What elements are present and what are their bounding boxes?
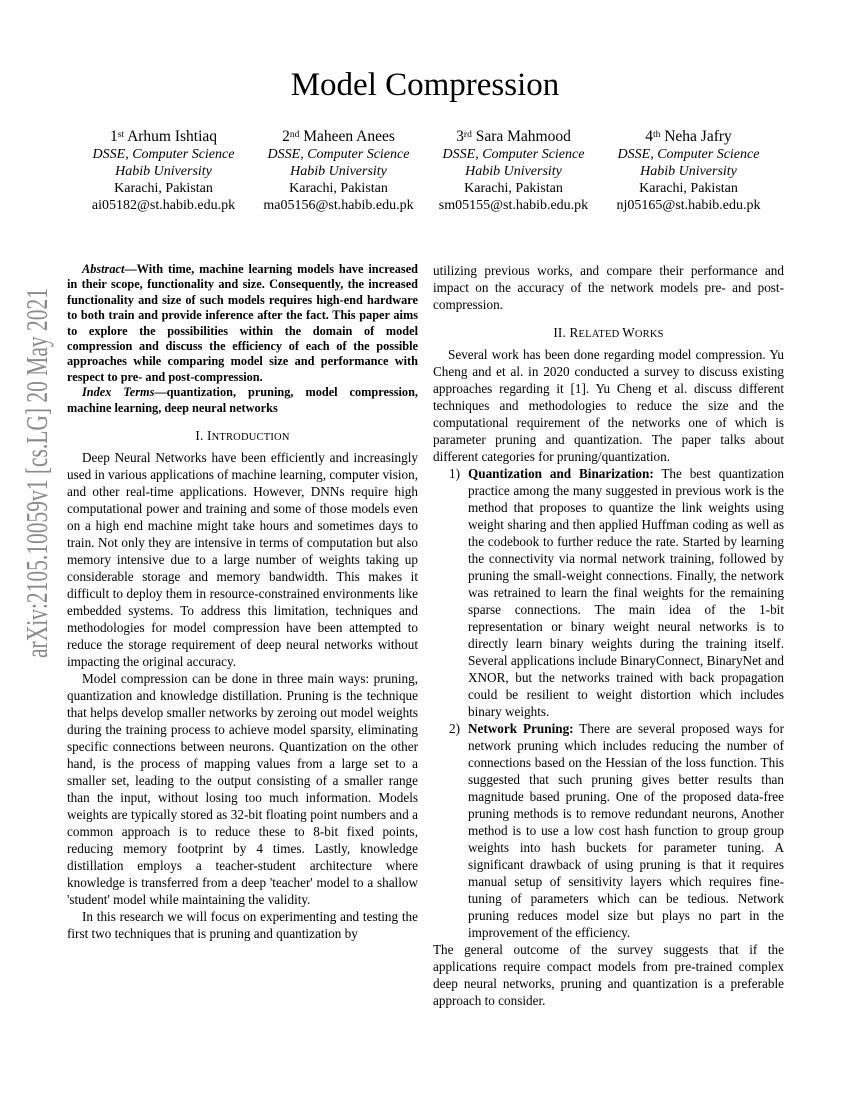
- index-terms: [67, 385, 418, 416]
- author-1: [76, 127, 251, 214]
- author-department: DSSE, Computer Science: [617, 147, 760, 162]
- paragraph: In this research we will focus on experimenting and testing the first two techniques that is pruning and quantization by: [67, 909, 418, 942]
- author-department: DSSE, Computer Science: [267, 147, 410, 162]
- author-university: Habib University: [465, 164, 562, 179]
- arxiv-stamp-text: arXiv:2105.10059v1 [cs.LG] 20 May 2021: [19, 288, 54, 658]
- list-number: 1): [449, 466, 460, 481]
- author-university: Habib University: [115, 164, 212, 179]
- arxiv-stamp-graphic: [14, 288, 60, 658]
- paragraph: The general outcome of the survey suggests that if the applications require compact models from pre-trained complex deep neural networks, pruning and quantization is a preferable approach to consider.: [433, 942, 784, 1008]
- left-column: [67, 262, 418, 942]
- author-name: 4th Neha Jafry: [645, 128, 732, 145]
- paragraph: Several work has been done regarding model compression. Yu Cheng and et al. in 2020 conducted a survey to discuss existing approaches regarding it [1]. Yu Cheng et al. discuss different techniques and methodologies to reduce the size and the computational requirement of the networks one of which is parameter pruning and quantization. The paper talks about different categories for pruning/quantization.: [433, 347, 784, 464]
- author-name: 1st Arhum Ishtiaq: [109, 128, 218, 145]
- list-number: 2): [449, 721, 460, 736]
- list-item-heading: Network Pruning:: [468, 721, 574, 736]
- abstract-text: —With time, machine learning models have increased in their scope, functionality and size. Consequently, the increased functionality and size of such models requires high-end hardware to both train and provide inference after the fact. This paper aims to explore the possibilities within the domain of model compression and discuss the efficiency of each of the possible approaches while comparing model size and performance with respect to pre- and post-compression.: [67, 262, 418, 384]
- author-2: [251, 127, 426, 214]
- section-heading-related-works: II. RELATED WORKS: [553, 325, 664, 340]
- author-department: DSSE, Computer Science: [92, 147, 235, 162]
- enumerated-list: [433, 465, 784, 941]
- index-terms-text: —quantization, pruning, model compression, machine learning, deep neural networks: [67, 385, 418, 415]
- author-university: Habib University: [640, 164, 737, 179]
- author-email: ai05182@st.habib.edu.pk: [91, 198, 236, 213]
- right-column: [433, 262, 784, 1009]
- author-4: [601, 127, 776, 214]
- paragraph: Model compression can be done in three main ways: pruning, quantization and knowledge distillation. Pruning is the technique that helps develop smaller networks by zeroing out model weights during the training process to achieve model sparsity, eliminating specific connections between neurons. Quantization on the other hand, is the process of mapping values from a large set to a smaller set, leading to the output consisting of a smaller range than the input, without losing too much information. Models weights are typically stored as 32-bit floating point numbers and a common approach is to reduce these to 8-bit fixed points, reducing memory footprint by 4 times. Lastly, knowledge distillation employs a teacher-student architecture where knowledge is transferred from a deep 'teacher' model to a shallow 'student' model while maintaining the validity.: [67, 671, 418, 908]
- author-email: sm05155@st.habib.edu.pk: [438, 198, 589, 213]
- list-item-heading: Quantization and Binarization:: [468, 466, 654, 481]
- author-university: Habib University: [290, 164, 387, 179]
- author-block: [76, 127, 776, 222]
- paper-title: Model Compression: [290, 67, 560, 103]
- author-name: 2nd Maheen Anees: [282, 128, 395, 145]
- section-heading-introduction: I. INTRODUCTION: [195, 428, 290, 444]
- author-location: Karachi, Pakistan: [639, 181, 738, 196]
- author-email: ma05156@st.habib.edu.pk: [263, 198, 414, 213]
- paragraph: Deep Neural Networks have been efficiently and increasingly used in various applications of machine learning, computer vision, and other real-time applications. However, DNNs require high computational power and training and some of those models even on a high end machine might take hours and sometimes days to train. Not only they are intensive in terms of computation but also memory intensive due to a large number of weights taking up considerable storage and memory bandwidth. This makes it difficult to deploy them in resource-constrained environments like embedded systems. To address this limitation, techniques and methodologies for model compression have been attempted to reduce the storage requirement of deep neural networks without impacting the original accuracy.: [67, 450, 418, 670]
- list-item-text: The best quantization practice among the many suggested in previous work is the method that proposes to quantize the link weights using weight sharing and then applied Huffman coding as well as the codebook to further reduce the rate. Started by learning the connectivity via normal network training, followed by pruning the small-weight connections. Finally, the network was retrained to learn the final weights for the remaining sparse connections. The main idea of the 1-bit representation or binary weight neural networks is to directly learn binary weights during the training itself. Several applications include BinaryConnect, BinaryNet and XNOR, but the networks trained with back propagation could be resilient to weight distortion which includes binary weights.: [468, 466, 784, 719]
- author-department: DSSE, Computer Science: [442, 147, 585, 162]
- author-3: [426, 127, 601, 214]
- author-location: Karachi, Pakistan: [114, 181, 213, 196]
- arxiv-stamp: [14, 288, 60, 658]
- author-location: Karachi, Pakistan: [289, 181, 388, 196]
- abstract-label: Abstract: [82, 262, 125, 276]
- author-location: Karachi, Pakistan: [464, 181, 563, 196]
- abstract: [67, 262, 418, 385]
- list-item: [433, 720, 784, 941]
- author-email: nj05165@st.habib.edu.pk: [616, 198, 761, 213]
- author-name: 3rd Sara Mahmood: [456, 128, 571, 145]
- list-item-text: There are several proposed ways for network pruning which includes reducing the number of connections based on the Hessian of the loss function. This suggested that such pruning gives better results than magnitude based pruning. One of the proposed data-free pruning methods is to remove redundant neurons, Another method is to use a low cost hash function to group group weights into hash buckets for parameter tuning. A significant drawback of using pruning is that it requires manual setup of sensitivity layers which requires fine-tuning of parameters which can be tedious. Network pruning reduces model size but plays no part in the improvement of the efficiency.: [468, 721, 784, 940]
- list-item: [433, 465, 784, 720]
- paragraph-continued: utilizing previous works, and compare their performance and impact on the accuracy of the network models pre- and post-compression.: [433, 263, 784, 312]
- index-terms-label: Index Terms: [82, 385, 155, 400]
